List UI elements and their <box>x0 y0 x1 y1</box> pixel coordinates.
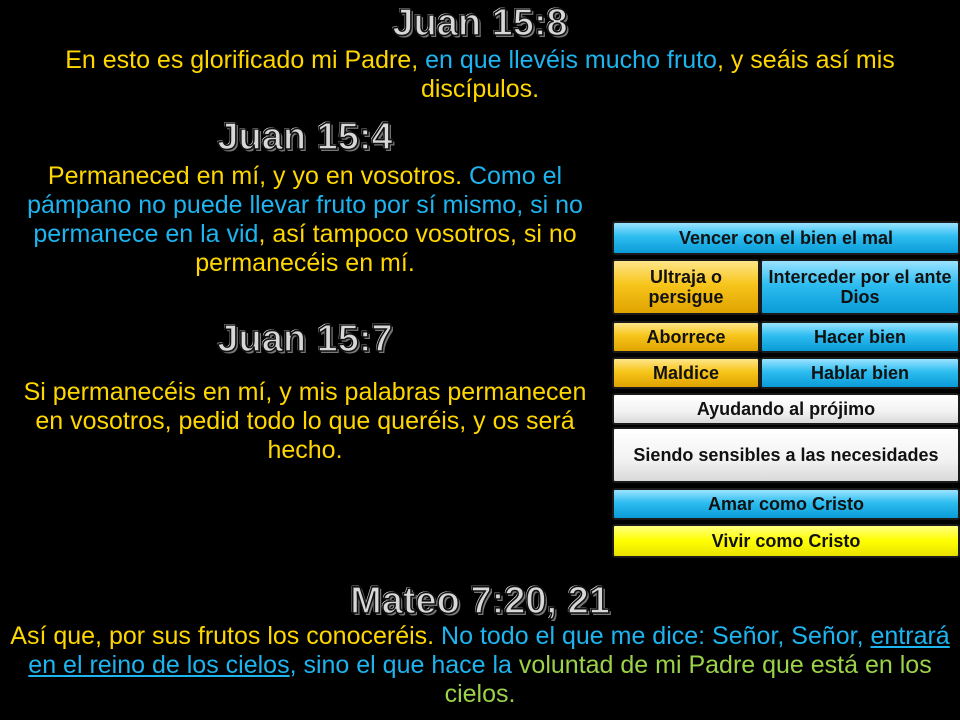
diagram-left-1: Ultraja o persigue <box>612 259 760 315</box>
verse-part: así tampoco vosotros, si no permanecéis en mí. <box>195 220 577 277</box>
diagram-ayudando: Ayudando al prójimo <box>612 393 960 425</box>
diagram-left-3: Maldice <box>612 357 760 389</box>
verse-part: voluntad de mi Padre que está en los cielos. <box>444 651 932 708</box>
diagram-right-1: Interceder por el ante Dios <box>760 259 960 315</box>
verse-mateo-7-20-21 <box>8 622 952 709</box>
verse-part: y seáis así mis discípulos. <box>420 46 895 103</box>
verse-juan-15-7: Si permanecéis en mí, y mis palabras permanecen en vosotros, pedid todo lo que queréis, y os será hecho. <box>23 378 587 464</box>
verse-part: En esto es glorificado mi Padre, <box>65 46 426 74</box>
verse-juan-15-4 <box>10 162 600 278</box>
heading-mateo-7-20-21: Mateo 7:20, 21 <box>350 580 610 622</box>
diagram-header: Vencer con el bien el mal <box>612 221 960 255</box>
verse-part: , sino el que hace la <box>289 651 512 679</box>
verse-part: Así que, <box>10 622 109 650</box>
heading-juan-15-7: Juan 15:7 <box>217 318 393 360</box>
verse-part: entrará en el reino de los cielos <box>28 622 950 679</box>
verse-part: en que llevéis mucho fruto <box>425 46 717 74</box>
diagram-amar: Amar como Cristo <box>612 488 960 520</box>
heading-juan-15-4: Juan 15:4 <box>217 116 393 158</box>
verse-part: , <box>716 46 731 74</box>
verse-part: No todo el que me dice: Señor, Señor, <box>434 622 871 650</box>
verse-part: , <box>258 220 266 248</box>
verse-part: por sus frutos los conoceréis. <box>108 622 435 650</box>
diagram-right-3: Hablar bien <box>760 357 960 389</box>
verse-part: Permaneced en mí, y yo en vosotros. <box>47 162 463 190</box>
verse-juan-15-8 <box>20 46 940 104</box>
diagram-left-2: Aborrece <box>612 321 760 353</box>
verse-part: Como el pámpano no puede llevar fruto por sí mismo, si no permanece en la vid <box>27 162 583 248</box>
diagram-right-2: Hacer bien <box>760 321 960 353</box>
heading-juan-15-8: Juan 15:8 <box>392 2 568 44</box>
diagram-sensibles: Siendo sensibles a las necesidades <box>612 427 960 483</box>
diagram-vivir: Vivir como Cristo <box>612 524 960 558</box>
